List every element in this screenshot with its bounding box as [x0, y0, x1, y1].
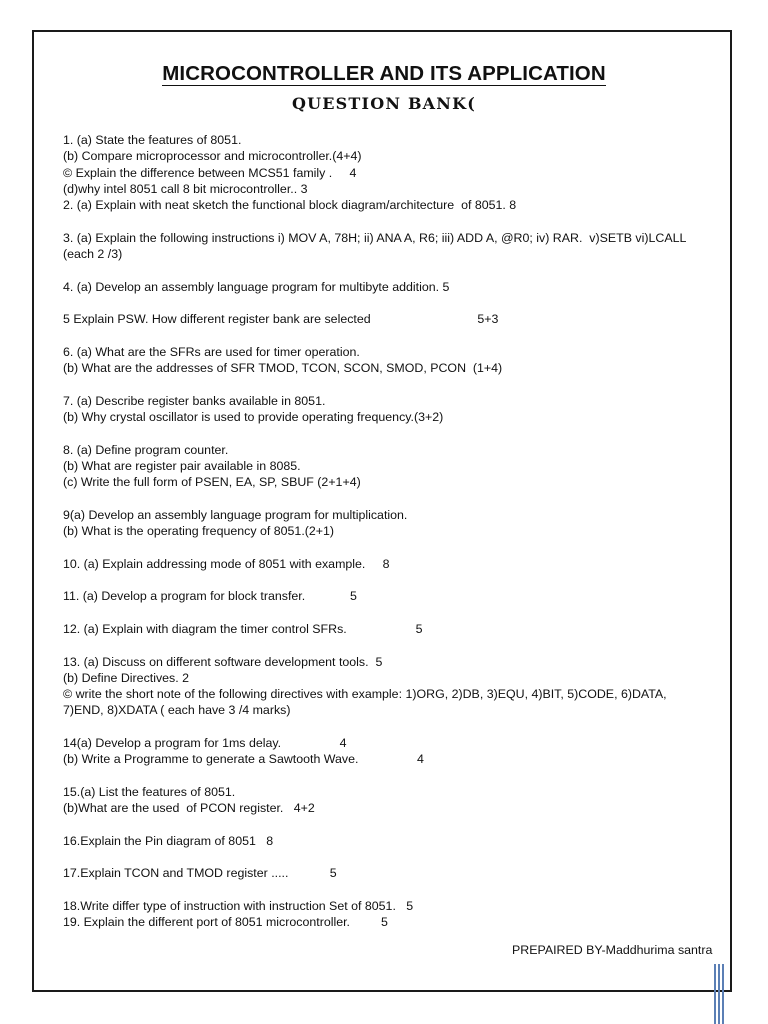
- question-line: 8. (a) Define program counter.: [63, 442, 229, 457]
- blank-line: [63, 637, 713, 653]
- blank-line: [63, 816, 713, 832]
- question-line: (b) Why crystal oscillator is used to provide operating frequency.(3+2): [63, 410, 444, 425]
- blank-line: [63, 539, 713, 555]
- prepared-by: PREPAIRED BY-Maddhurima santra: [512, 943, 713, 957]
- blank-line: [63, 262, 713, 278]
- question-line: © Explain the difference between MCS51 family . 4: [63, 165, 357, 180]
- question-line: (each 2 /3): [63, 247, 123, 262]
- question-line: 1. (a) State the features of 8051.: [63, 133, 242, 147]
- question-line: 14(a) Develop a program for 1ms delay. 4: [63, 735, 347, 750]
- blank-line: [63, 491, 713, 507]
- question-line: 2. (a) Explain with neat sketch the functional block diagram/architecture of 8051. 8: [63, 198, 517, 213]
- question-line: 15.(a) List the features of 8051.: [63, 784, 236, 799]
- question-line: (c) Write the full form of PSEN, EA, SP, SBUF (2+1+4): [63, 475, 361, 490]
- blank-line: [63, 376, 713, 392]
- question-line: (b) What are the addresses of SFR TMOD, TCON, SCON, SMOD, PCON (1+4): [63, 361, 503, 376]
- question-line: 6. (a) What are the SFRs are used for timer operation.: [63, 344, 360, 359]
- question-line: 9(a) Develop an assembly language program for multiplication.: [63, 507, 408, 522]
- question-line: 4. (a) Develop an assembly language program for multibyte addition. 5: [63, 279, 450, 294]
- blank-line: [63, 295, 713, 311]
- blank-line: [63, 719, 713, 735]
- question-line: (b)What are the used of PCON register. 4+2: [63, 801, 315, 816]
- question-line: 13. (a) Discuss on different software development tools. 5: [63, 654, 383, 669]
- blank-line: [63, 328, 713, 344]
- blank-line: [63, 768, 713, 784]
- blank-line: [63, 572, 713, 588]
- blank-line: [63, 425, 713, 441]
- question-line: 7. (a) Describe register banks available in 8051.: [63, 393, 326, 408]
- question-line: 12. (a) Explain with diagram the timer control SFRs. 5: [63, 621, 423, 636]
- document-title: MICROCONTROLLER AND ITS APPLICATION: [162, 62, 606, 85]
- question-line: 11. (a) Develop a program for block transfer. 5: [63, 589, 357, 604]
- question-line: 16.Explain the Pin diagram of 8051 8: [63, 833, 274, 848]
- question-list: [63, 132, 713, 931]
- question-line: 18.Write differ type of instruction with instruction Set of 8051. 5: [63, 898, 414, 913]
- question-line: 3. (a) Explain the following instructions i) MOV A, 78H; ii) ANA A, R6; iii) ADD A, @R0; iv) RAR. v)SETB vi)LCALL: [63, 230, 687, 245]
- document-subtitle: QUESTION BANK(: [291, 94, 476, 113]
- question-line: 7)END, 8)XDATA ( each have 3 /4 marks): [63, 703, 291, 718]
- question-line: 19. Explain the different port of 8051 microcontroller. 5: [63, 915, 388, 930]
- question-line: (b) Compare microprocessor and microcontroller.(4+4): [63, 149, 362, 164]
- blank-line: [63, 213, 713, 229]
- question-line: 5 Explain PSW. How different register bank are selected 5+3: [63, 312, 499, 327]
- page-edge-lines: [712, 964, 728, 1024]
- document-title-wrap: [0, 62, 768, 86]
- question-line: © write the short note of the following directives with example: 1)ORG, 2)DB, 3)EQU, 4)BIT, 5)CODE, 6)DATA,: [63, 687, 667, 702]
- question-line: (b) Define Directives. 2: [63, 670, 190, 685]
- question-line: (b) What are register pair available in 8085.: [63, 458, 301, 473]
- question-line: (d)why intel 8051 call 8 bit microcontroller.. 3: [63, 181, 308, 196]
- blank-line: [63, 882, 713, 898]
- question-line: 17.Explain TCON and TMOD register ..... 5: [63, 866, 337, 881]
- question-line: (b) What is the operating frequency of 8051.(2+1): [63, 524, 335, 539]
- question-line: 10. (a) Explain addressing mode of 8051 with example. 8: [63, 556, 390, 571]
- question-line: (b) Write a Programme to generate a Sawtooth Wave. 4: [63, 752, 424, 767]
- blank-line: [63, 605, 713, 621]
- blank-line: [63, 849, 713, 865]
